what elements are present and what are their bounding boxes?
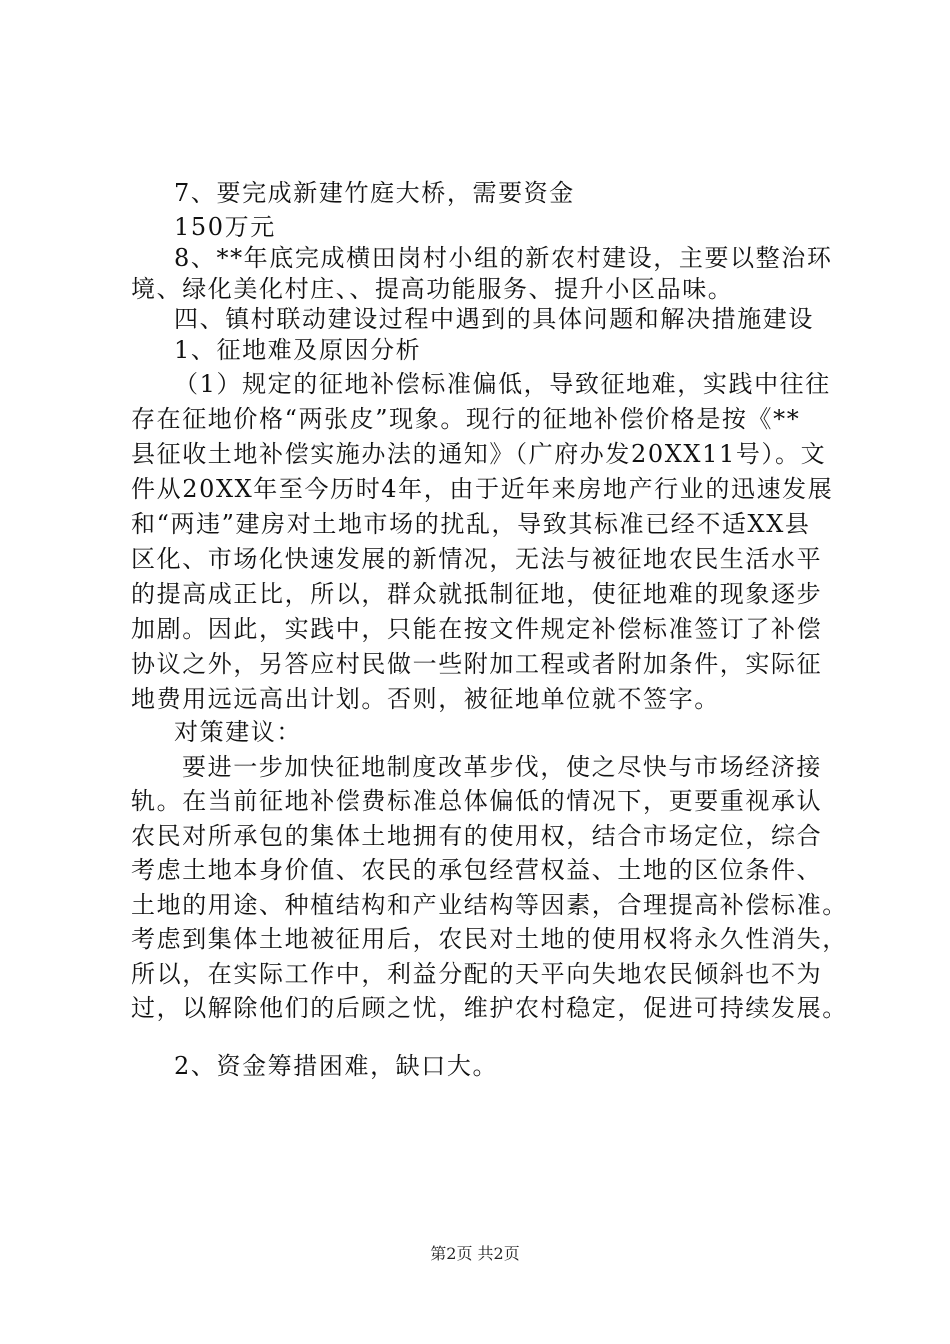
paragraph-line: 协议之外，另答应村民做一些附加工程或者附加条件，实际征	[131, 650, 823, 678]
paragraph-line: 土地的用途、种植结构和产业结构等因素，合理提高补偿标准。	[131, 891, 848, 919]
subsection-heading: 对策建议：	[174, 718, 302, 746]
paragraph-line: 考虑土地本身价值、农民的承包经营权益、土地的区位条件、	[131, 856, 823, 884]
subsection-heading: 1、征地难及原因分析	[174, 336, 422, 364]
paragraph-line: 加剧。因此，实践中，只能在按文件规定补偿标准签订了补偿	[131, 615, 823, 643]
paragraph-line: 过，以解除他们的后顾之忧，维护农村稳定，促进可持续发展。	[131, 994, 848, 1022]
paragraph-line: 轨。在当前征地补偿费标准总体偏低的情况下，更要重视承认	[131, 787, 823, 815]
section-heading: 四、镇村联动建设过程中遇到的具体问题和解决措施建设	[174, 305, 814, 333]
paragraph-line: 县征收土地补偿实施办法的通知》（广府办发20XX11号）。文	[131, 440, 827, 468]
paragraph-line: 考虑到集体土地被征用后，农民对土地的使用权将永久性消失，	[131, 925, 848, 953]
paragraph-line: 农民对所承包的集体土地拥有的使用权，结合市场定位，综合	[131, 822, 823, 850]
paragraph-line: 要进一步加快征地制度改革步伐，使之尽快与市场经济接	[182, 753, 822, 781]
paragraph-line: 件从20XX年至今历时4年，由于近年来房地产行业的迅速发展	[131, 475, 834, 503]
paragraph-line: 区化、市场化快速发展的新情况，无法与被征地农民生活水平	[131, 545, 823, 573]
page-number: 第2页 共2页	[430, 1244, 520, 1263]
paragraph-line: （1）规定的征地补偿标准偏低，导致征地难，实践中往往	[174, 370, 831, 398]
paragraph-line: 和“两违”建房对土地市场的扰乱，导致其标准已经不适XX县	[131, 510, 811, 538]
paragraph-line: 地费用远远高出计划。否则，被征地单位就不签字。	[131, 685, 720, 713]
paragraph-line: 所以，在实际工作中，利益分配的天平向失地农民倾斜也不为	[131, 960, 823, 988]
paragraph-line: 境、绿化美化村庄、、提高功能服务、提升小区品味。	[131, 275, 734, 303]
subsection-heading: 2、资金筹措困难，缺口大。	[174, 1052, 499, 1080]
paragraph-line: 7、要完成新建竹庭大桥，需要资金	[174, 179, 575, 207]
paragraph-line: 的提高成正比，所以，群众就抵制征地，使征地难的现象逐步	[131, 580, 823, 608]
paragraph-line: 存在征地价格“两张皮”现象。现行的征地补偿价格是按《**	[131, 405, 801, 433]
paragraph-line: 150万元	[174, 213, 276, 241]
paragraph-line: 8、**年底完成横田岗村小组的新农村建设，主要以整治环	[174, 244, 833, 272]
